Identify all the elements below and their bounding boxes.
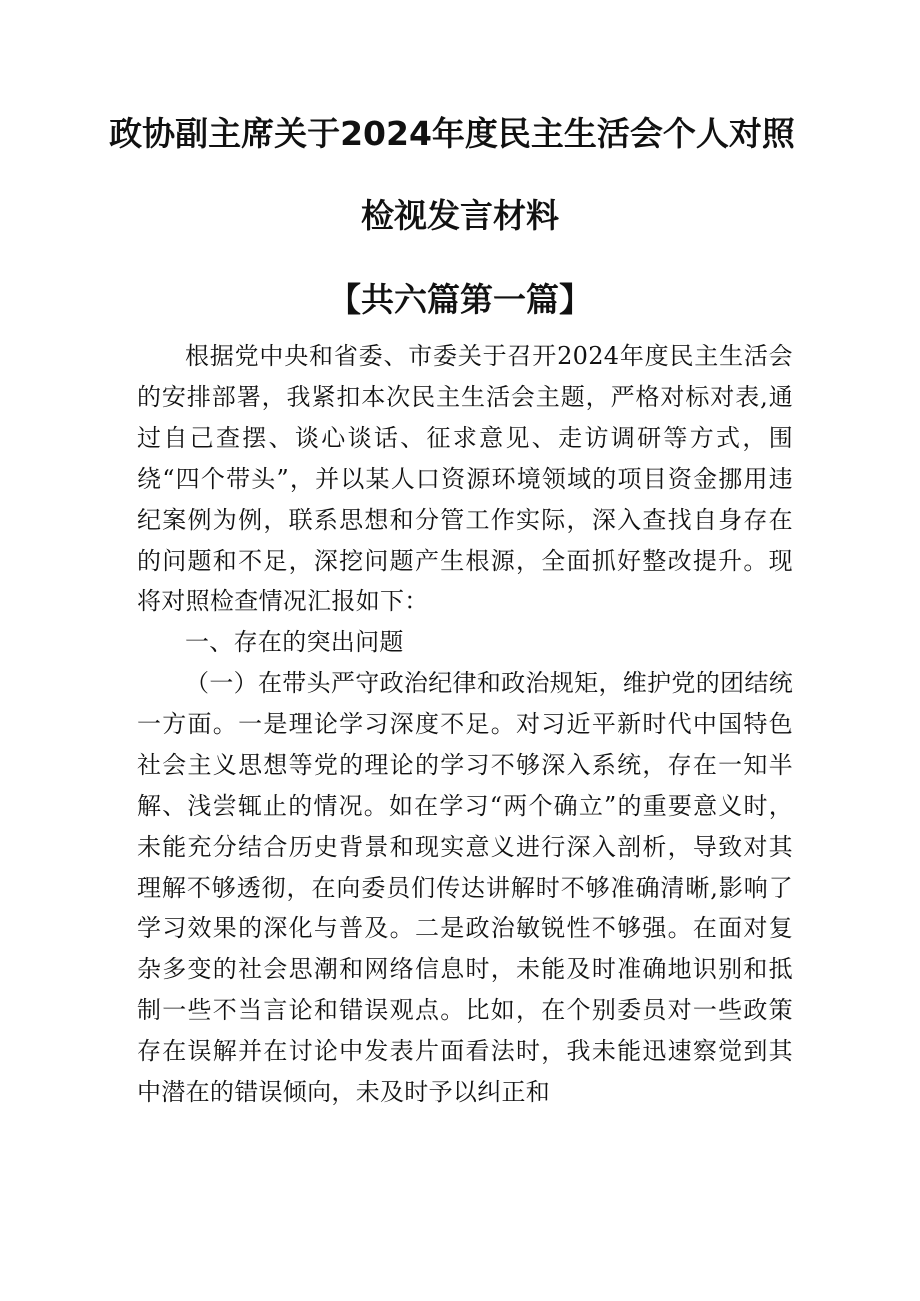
- document-title-line-2: 检视发言材料: [361, 196, 559, 235]
- section-heading-block: [137, 622, 793, 663]
- section-body-block: [137, 663, 793, 1113]
- intro-paragraph: 根据党中央和省委、市委关于召开2024年度民主生活会的安排部署，我紧扣本次民主生活会主题，严格对标对表,通过自己查摆、谈心谈话、征求意见、走访调研等方式，围绕“四个带头”，并以某人口资源环境领域的项目资金挪用违纪案例为例，联系思想和分管工作实际，深入查找自身存在的问题和不足，深挖问题产生根源，全面抓好整改提升。现将对照检查情况汇报如下：: [137, 342, 793, 616]
- intro-block: [137, 336, 793, 622]
- section-paragraph: （一）在带头严守政治纪律和政治规矩，维护党的团结统一方面。一是理论学习深度不足。对习近平新时代中国特色社会主义思想等党的理论的学习不够深入系统，存在一知半解、浅尝辄止的情况。如在学习“两个确立”的重要意义时，未能充分结合历史背景和现实意义进行深入剖析，导致对其理解不够透彻，在向委员们传达讲解时不够准确清晰,影响了学习效果的深化与普及。二是政治敏锐性不够强。在面对复杂多变的社会思潮和网络信息时，未能及时准确地识别和抵制一些不当言论和错误观点。比如，在个别委员对一些政策存在误解并在讨论中发表片面看法时，我未能迅速察觉到其中潜在的错误倾向，未及时予以纠正和: [137, 669, 793, 1107]
- document-title-line-1: 政协副主席关于2024年度民主生活会个人对照: [109, 114, 795, 153]
- document-subtitle: 【共六篇第一篇】: [328, 280, 592, 319]
- section-heading: 一、存在的突出问题: [185, 628, 404, 656]
